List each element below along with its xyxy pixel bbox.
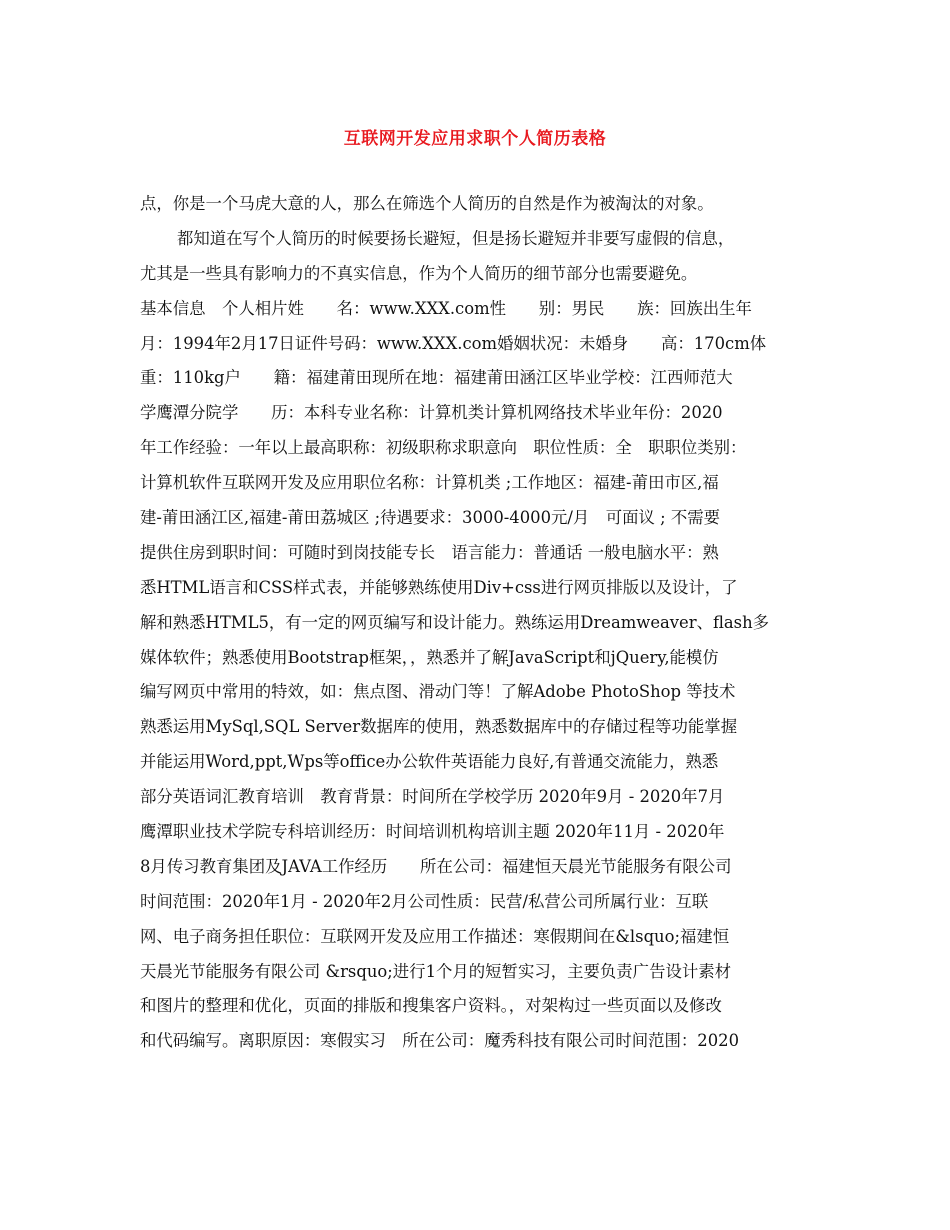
- body-line: 点，你是一个马虎大意的人，那么在筛选个人简历的自然是作为被淘汰的对象。: [140, 194, 714, 213]
- body-line: 鹰潭职业技术学院专科培训经历：时间培训机构培训主题 2020年11月 - 2020年: [140, 822, 725, 842]
- body-line: 熟悉运用MySql,SQL Server数据库的使用，熟悉数据库中的存储过程等功能掌握: [140, 717, 738, 737]
- body-line: 时间范围：2020年1月 - 2020年2月公司性质：民营/私营公司所属行业：互联: [140, 891, 709, 911]
- body-line: 网、电子商务担任职位：互联网开发及应用工作描述：寒假期间在&lsquo;福建恒: [140, 926, 730, 946]
- body-line: 学鹰潭分院学 历：本科专业名称：计算机类计算机网络技术毕业年份：2020: [140, 403, 723, 423]
- body-line: 部分英语词汇教育培训 教育背景：时间所在学校学历 2020年9月 - 2020年7月: [140, 787, 725, 807]
- body-line: 媒体软件；熟悉使用Bootstrap框架，，熟悉并了解JavaScript和jQuery,能模仿: [140, 647, 719, 667]
- body-line: 8月传习教育集团及JAVA工作经历 所在公司：福建恒天晨光节能服务有限公司: [140, 856, 732, 876]
- body-line: 基本信息 个人相片姓 名：www.XXX.com性 别：男民 族：回族出生年: [140, 298, 752, 318]
- body-line: 和图片的整理和优化，页面的排版和搜集客户资料。，对架构过一些页面以及修改: [140, 996, 722, 1016]
- body-line: 提供住房到职时间：可随时到岗技能专长 语言能力：普通话 一般电脑水平：熟: [140, 542, 719, 562]
- body-line: 重：110kg户 籍：福建莆田现所在地：福建莆田涵江区毕业学校：江西师范大: [140, 368, 733, 388]
- body-line: 和代码编写。离职原因：寒假实习 所在公司：魔秀科技有限公司时间范围：2020: [140, 1031, 739, 1051]
- body-line: 月：1994年2月17日证件号码：www.XXX.com婚姻状况：未婚身 高：170cm体: [140, 333, 767, 353]
- document-title: 互联网开发应用求职个人简历表格: [343, 129, 607, 149]
- body-line: 并能运用Word,ppt,Wps等office办公软件英语能力良好,有普通交流能力，熟悉: [140, 752, 719, 772]
- body-line: 天晨光节能服务有限公司 &rsquo;进行1个月的短暂实习，主要负责广告设计素材: [140, 961, 732, 981]
- body-line: 都知道在写个人简历的时候要扬长避短，但是扬长避短并非要写虚假的信息，: [177, 228, 735, 248]
- body-line: 悉HTML语言和CSS样式表，并能够熟练使用Div+css进行网页排版以及设计，了: [140, 577, 738, 597]
- body-line: 尤其是一些具有影响力的不真实信息，作为个人简历的细节部分也需要避免。: [140, 263, 698, 283]
- body-line: 年工作经验：一年以上最高职称：初级职称求职意向 职位性质：全 职职位类别：: [140, 438, 747, 458]
- body-line: 计算机软件互联网开发及应用职位名称：计算机类 ;工作地区：福建-莆田市区,福: [140, 473, 719, 493]
- body-line: 建-莆田涵江区,福建-莆田荔城区 ;待遇要求：3000-4000元/月 可面议 ; 不需要: [140, 508, 720, 528]
- body-line: 编写网页中常用的特效，如：焦点图、滑动门等！了解Adobe PhotoShop 等技术: [140, 682, 736, 702]
- body-line: 解和熟悉HTML5，有一定的网页编写和设计能力。熟练运用Dreamweaver、flash多: [140, 612, 770, 632]
- document-body: [140, 187, 815, 1059]
